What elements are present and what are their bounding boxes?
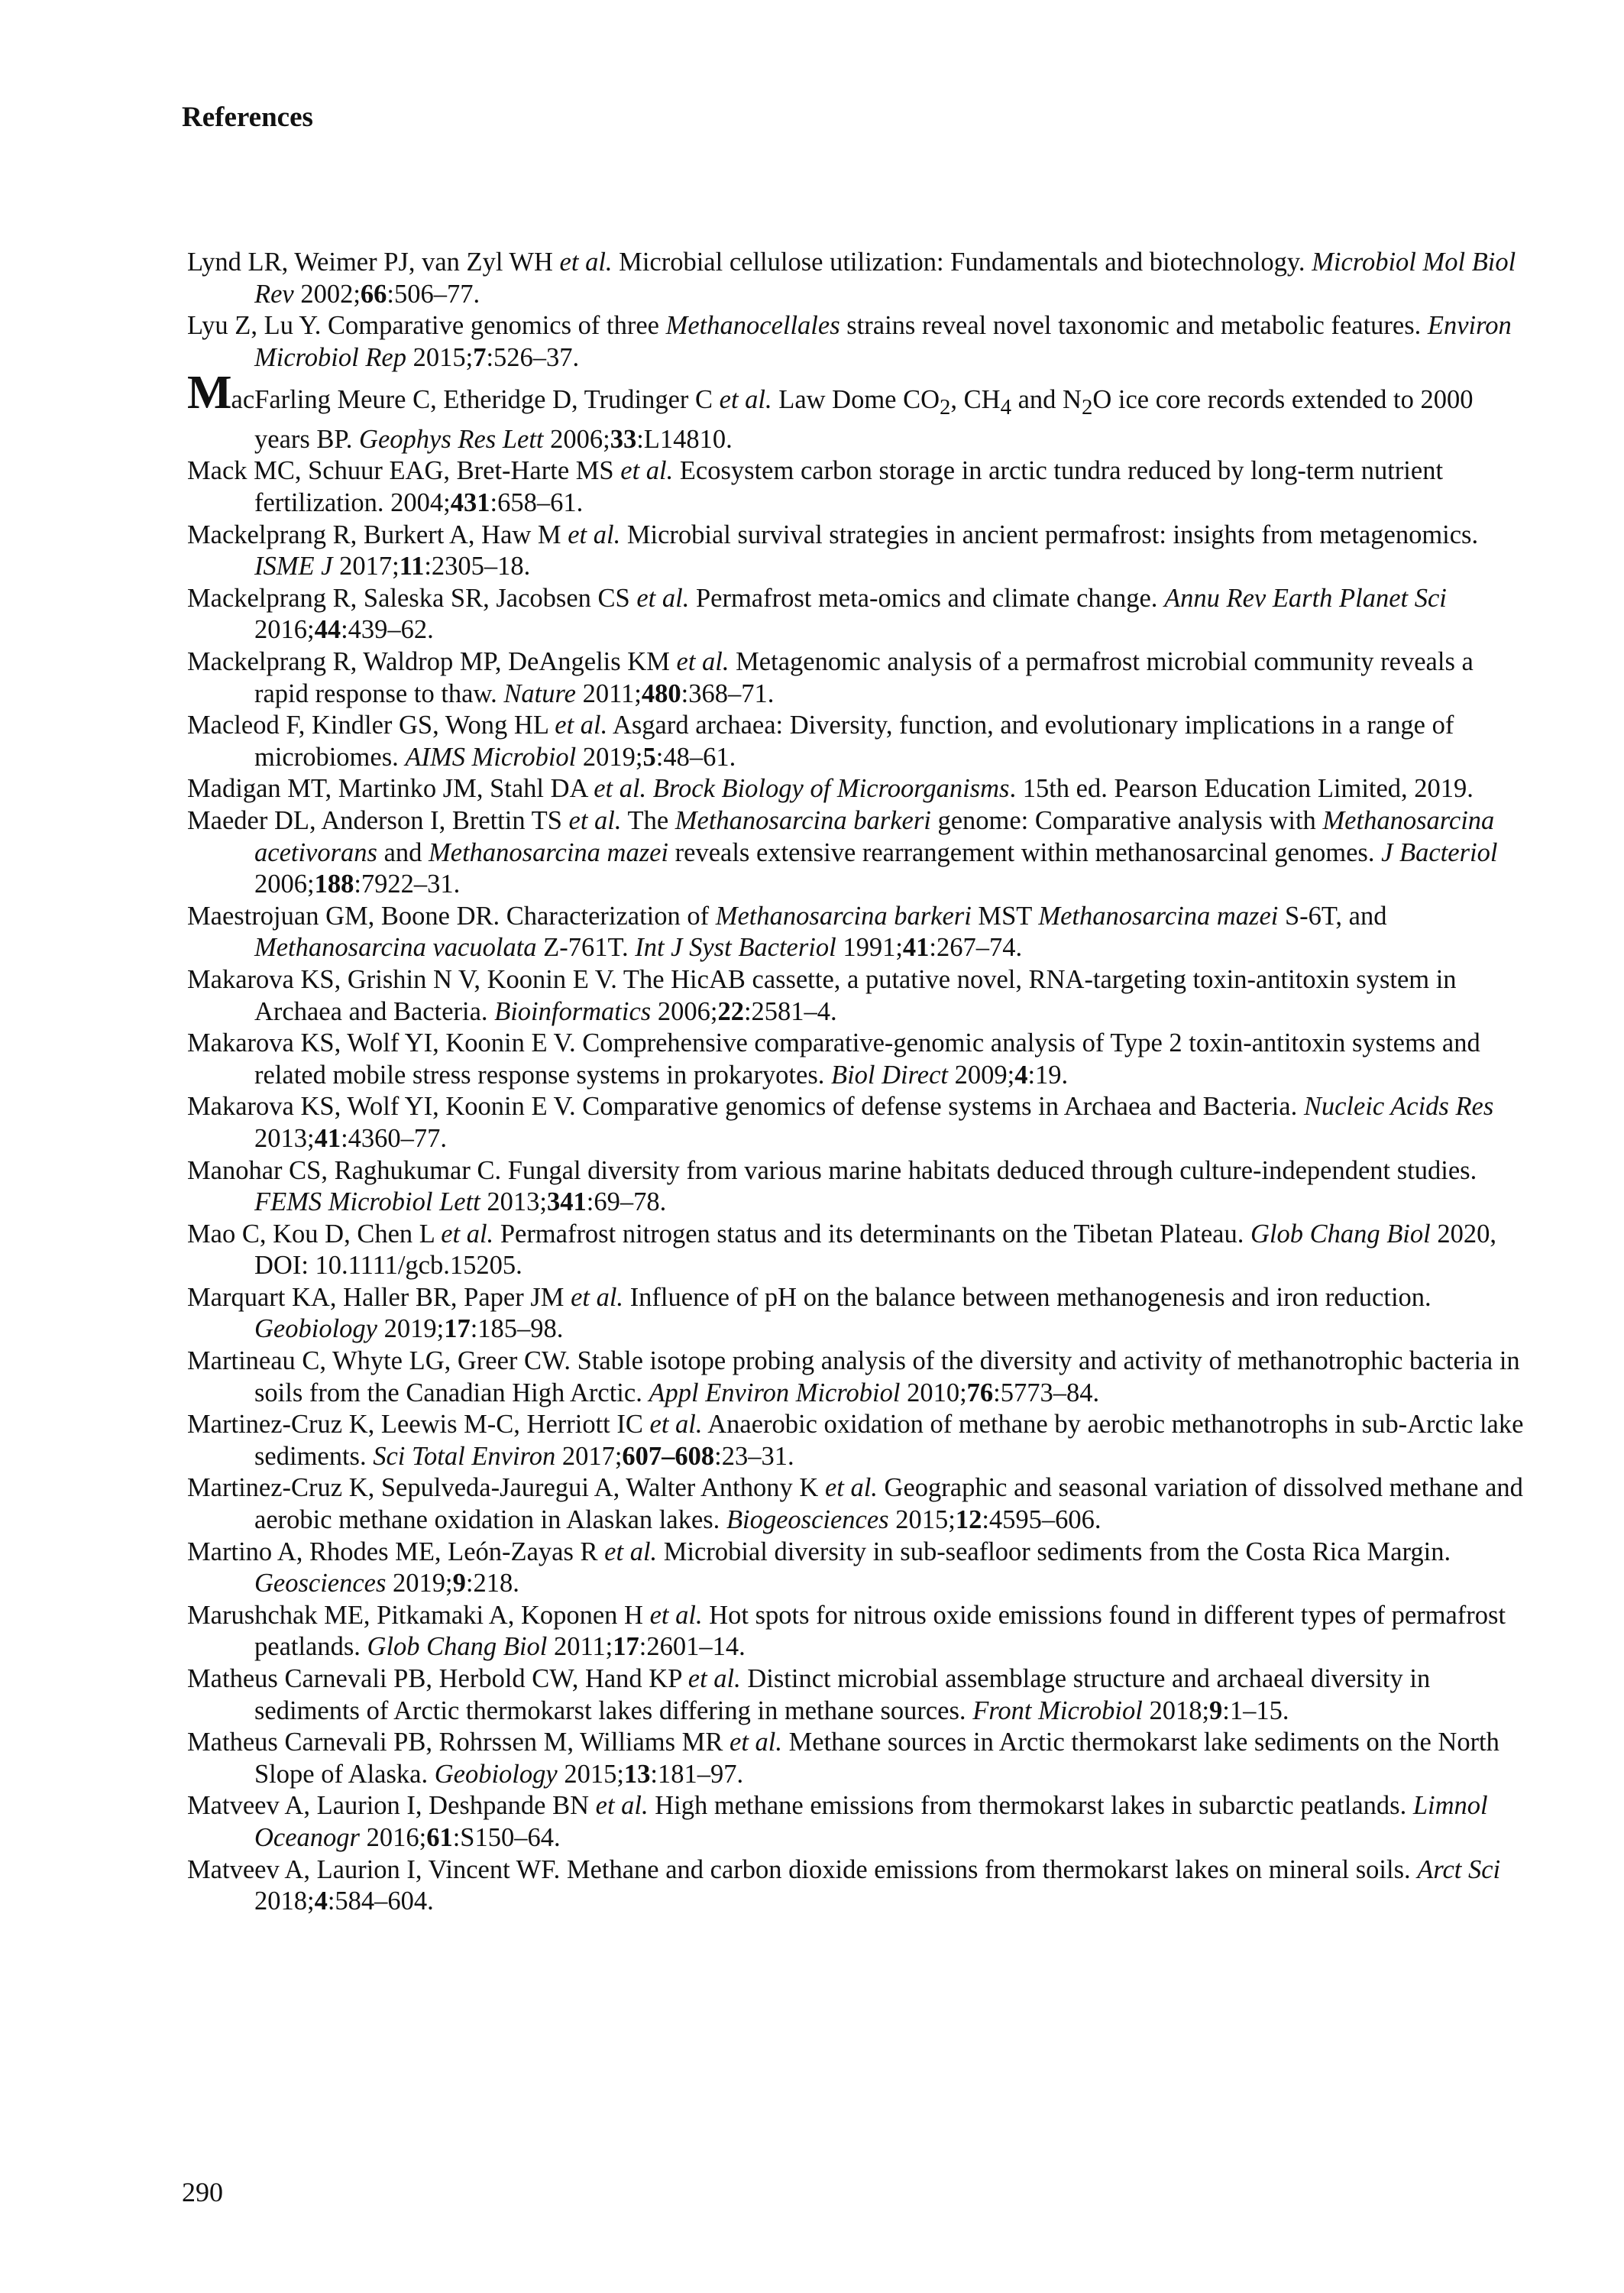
volume-number: 66 (360, 279, 387, 309)
reference-text: :185–98. (470, 1314, 564, 1344)
reference-entry (187, 1537, 1532, 1600)
reference-entry (187, 310, 1532, 374)
reference-text: :2601–14. (639, 1632, 746, 1662)
italic-text: Annu Rev Earth Planet Sci (1164, 583, 1447, 613)
reference-text: 2015; (888, 1505, 956, 1535)
reference-entry (187, 710, 1532, 773)
volume-number: 33 (610, 424, 637, 454)
reference-text: 2016; (359, 1822, 427, 1852)
reference-text: :48–61. (655, 742, 736, 772)
reference-entry (187, 455, 1532, 519)
reference-text: Mackelprang R, Burkert A, Haw M (187, 520, 568, 549)
italic-text: Microbiol Mol Biol Rev (254, 248, 1516, 309)
reference-text: :69–78. (586, 1187, 667, 1217)
volume-number: 41 (902, 933, 930, 963)
italic-text: et al. (568, 805, 622, 835)
italic-text: Glob Chang Biol (367, 1632, 548, 1662)
reference-entry (187, 964, 1532, 1028)
reference-text: reveals extensive rearrangement within methanosarcinal genomes. (668, 837, 1382, 867)
reference-text: 2017; (555, 1441, 623, 1471)
italic-text: Geosciences (254, 1569, 387, 1598)
reference-text: Matheus Carnevali PB, Rohrssen M, Williams MR (187, 1728, 730, 1757)
italic-text: et al. (559, 248, 613, 277)
reference-text (646, 774, 653, 803)
reference-text: Anaerobic oxidation of methane by aerobic methanotrophs in sub-Arctic lake sediments. (254, 1410, 1524, 1471)
reference-text: genome: Comparative analysis with (930, 805, 1323, 835)
volume-number: 61 (426, 1822, 453, 1852)
reference-text: Asgard archaea: Diversity, function, and evolutionary implications in a range of microbiomes. (254, 711, 1454, 772)
reference-text: Geographic and seasonal variation of dissolved methane and aerobic methane oxidation in Alaskan lakes. (254, 1473, 1523, 1535)
italic-text: Biol Direct (831, 1060, 948, 1090)
volume-number: 5 (642, 742, 656, 772)
italic-text: Bioinformatics (494, 996, 652, 1026)
reference-text: :218. (465, 1569, 519, 1598)
italic-text: et al. (595, 1791, 649, 1821)
volume-number: 480 (641, 679, 681, 708)
volume-number: 17 (613, 1632, 639, 1662)
reference-text: MST (971, 901, 1039, 931)
reference-text: 2020, DOI: 10.1111/gcb.15205. (254, 1219, 1496, 1281)
volume-number: 7 (473, 342, 487, 372)
volume-number: 9 (1209, 1695, 1223, 1725)
italic-text: et al. (620, 456, 674, 486)
italic-text: Front Microbiol (972, 1695, 1143, 1725)
reference-text: 2018; (254, 1887, 315, 1916)
italic-text: Geophys Res Lett (359, 424, 544, 454)
reference-text: Mack MC, Schuur EAG, Bret-Harte MS (187, 456, 621, 486)
reference-text: 2010; (900, 1378, 967, 1407)
italic-text: Methanosarcina mazei (1038, 901, 1279, 931)
reference-text: Matheus Carnevali PB, Herbold CW, Hand KP (187, 1664, 688, 1694)
reference-text: :7922–31. (354, 870, 461, 899)
reference-text: strains reveal novel taxonomic and metabolic features. (839, 311, 1428, 341)
reference-text: :2305–18. (424, 552, 531, 581)
reference-text: 2018; (1142, 1695, 1210, 1725)
reference-text: 2013; (480, 1187, 547, 1217)
italic-text: Int J Syst Bacteriol (635, 933, 836, 963)
reference-text: Ecosystem carbon storage in arctic tundra reduced by long-term nutrient fertilization. 2004; (254, 456, 1444, 518)
reference-text: :19. (1027, 1060, 1069, 1090)
reference-text: :584–604. (327, 1887, 434, 1916)
reference-text: O ice core records extended to 2000 years BP. (254, 385, 1474, 454)
reference-text: 2006; (254, 870, 315, 899)
reference-text: Microbial survival strategies in ancient permafrost: insights from metagenomics. (620, 520, 1479, 549)
section-drop-cap: M (187, 367, 231, 419)
reference-entry (187, 1409, 1532, 1472)
reference-text: Makarova KS, Wolf YI, Koonin E V. Comprehensive comparative-genomic analysis of Type 2 toxin-antitoxin systems and related mobile stress response systems in prokaryotes. (187, 1028, 1480, 1090)
italic-text: et al. (604, 1537, 658, 1566)
reference-text: :5773–84. (993, 1378, 1100, 1407)
reference-text: and (377, 837, 429, 867)
italic-text: et al. (594, 774, 647, 804)
italic-text: Nucleic Acids Res (1303, 1092, 1494, 1122)
reference-text: Lyu Z, Lu Y. Comparative genomics of three (187, 311, 666, 341)
reference-entry (187, 583, 1532, 646)
volume-number: 11 (399, 552, 425, 581)
reference-text: 2009; (948, 1060, 1015, 1090)
reference-text: :439–62. (341, 615, 434, 645)
volume-number: 17 (444, 1314, 471, 1344)
reference-text: :1–15. (1222, 1695, 1289, 1725)
italic-text: Geobiology (434, 1759, 558, 1789)
italic-text: Limnol Oceanogr (254, 1791, 1488, 1852)
reference-text: :2581–4. (743, 996, 837, 1026)
italic-text: Arct Sci (1417, 1854, 1501, 1884)
reference-entry (187, 1155, 1532, 1219)
reference-text: acFarling Meure C, Etheridge D, Trudinger C (231, 385, 720, 415)
italic-text: et al. (568, 520, 621, 549)
page-heading: References (182, 102, 313, 133)
italic-text: Methanosarcina mazei (429, 837, 669, 867)
reference-entry (187, 520, 1532, 583)
italic-text: Methanosarcina barkeri (675, 805, 931, 835)
italic-text: Biogeosciences (726, 1505, 889, 1535)
reference-text: Martinez-Cruz K, Sepulveda-Jauregui A, Walter Anthony K (187, 1473, 825, 1503)
italic-text: Geobiology (254, 1314, 377, 1344)
reference-entry (187, 773, 1532, 805)
reference-text: :267–74. (929, 933, 1023, 963)
reference-text: 2015; (406, 342, 474, 372)
reference-text: 2006; (651, 996, 718, 1026)
reference-text: Makarova KS, Grishin N V, Koonin E V. The HicAB cassette, a putative novel, RNA-targeting toxin-antitoxin system in Archaea and Bacteria. (187, 964, 1457, 1026)
italic-text: Methanosarcina vacuolata (254, 933, 537, 963)
volume-number: 341 (546, 1187, 587, 1217)
italic-text: J Bacteriol (1381, 837, 1498, 867)
italic-text: et al. (824, 1473, 878, 1503)
volume-number: 13 (623, 1759, 651, 1789)
reference-text: Matveev A, Laurion I, Deshpande BN (187, 1791, 596, 1821)
volume-number: 22 (717, 996, 744, 1026)
reference-entry (187, 1600, 1532, 1663)
reference-text: Macleod F, Kindler GS, Wong HL (187, 711, 555, 740)
reference-text: Methane sources in Arctic thermokarst lake sediments on the North Slope of Alaska. (254, 1728, 1499, 1789)
reference-text: Marushchak ME, Pitkamaki A, Koponen H (187, 1600, 650, 1630)
reference-text: :181–97. (650, 1759, 744, 1789)
reference-text: :23–31. (714, 1441, 794, 1471)
reference-text: 2019; (576, 742, 643, 772)
reference-text: :4360–77. (341, 1123, 448, 1153)
reference-text: 2002; (293, 279, 361, 309)
reference-entry (187, 1091, 1532, 1155)
reference-text: :658–61. (490, 488, 584, 518)
reference-entry (187, 1346, 1532, 1409)
reference-text: Madigan MT, Martinko JM, Stahl DA (187, 774, 594, 804)
reference-text: :L14810. (636, 424, 733, 454)
italic-text: et al. (649, 1410, 703, 1440)
reference-text: Law Dome CO (772, 385, 940, 415)
reference-entry (187, 247, 1532, 310)
reference-text: Lynd LR, Weimer PJ, van Zyl WH (187, 248, 560, 277)
reference-text: Martinez-Cruz K, Leewis M-C, Herriott IC (187, 1410, 650, 1440)
italic-text: AIMS Microbiol (405, 742, 577, 772)
reference-entry (187, 1854, 1532, 1918)
reference-text: Mao C, Kou D, Chen L (187, 1219, 442, 1249)
reference-text: Permafrost nitrogen status and its determinants on the Tibetan Plateau. (493, 1219, 1250, 1249)
reference-text: Maestrojuan GM, Boone DR. Characterization of (187, 901, 716, 931)
reference-entry (187, 1219, 1532, 1282)
italic-text: Brock Biology of Microorganisms (652, 774, 1010, 804)
volume-number: 4 (314, 1887, 328, 1916)
italic-text: ISME J (254, 552, 333, 581)
subscript: 2 (1081, 395, 1093, 420)
italic-text: Methanocellales (665, 311, 840, 341)
italic-text: et al. (730, 1728, 782, 1757)
volume-number: 44 (314, 615, 341, 645)
reference-text: Matveev A, Laurion I, Vincent WF. Methane and carbon dioxide emissions from thermokarst lakes on mineral soils. (187, 1854, 1418, 1884)
page-number: 290 (182, 2177, 223, 2207)
reference-entry (187, 901, 1532, 964)
reference-text: :S150–64. (452, 1822, 561, 1852)
reference-text: Permafrost meta-omics and climate change. (689, 583, 1165, 613)
reference-text: 2006; (543, 424, 610, 454)
reference-text: 2017; (332, 552, 400, 581)
reference-text: Hot spots for nitrous oxide emissions found in different types of permafrost peatlands. (254, 1600, 1506, 1662)
reference-text: High methane emissions from thermokarst lakes in subarctic peatlands. (648, 1791, 1413, 1821)
italic-text: Methanosarcina barkeri (715, 901, 972, 931)
reference-text: Z-761T. (536, 933, 636, 963)
italic-text: Methanosarcina acetivorans (254, 805, 1495, 867)
italic-text: et al. (571, 1282, 624, 1312)
italic-text: et al. (719, 385, 772, 415)
reference-text: . 15th ed. Pearson Education Limited, 2019. (1009, 774, 1474, 804)
reference-text: :526–37. (486, 342, 580, 372)
reference-text: and N (1011, 385, 1082, 415)
volume-number: 431 (450, 488, 490, 518)
reference-text: :506–77. (387, 279, 480, 309)
volume-number: 41 (314, 1123, 341, 1153)
reference-text: 2011; (575, 679, 642, 708)
reference-text: The (621, 805, 675, 835)
italic-text: et al. (636, 583, 690, 613)
volume-number: 9 (452, 1569, 466, 1598)
italic-text: Appl Environ Microbiol (649, 1378, 901, 1407)
reference-list (187, 247, 1532, 1918)
reference-entry (187, 1663, 1532, 1727)
italic-text: Glob Chang Biol (1250, 1219, 1431, 1249)
reference-entry (187, 1282, 1532, 1346)
reference-text: Manohar CS, Raghukumar C. Fungal diversity from various marine habitats deduced through culture-independent studies. (187, 1155, 1477, 1185)
reference-text: Distinct microbial assemblage structure and archaeal diversity in sediments of Arctic thermokarst lakes differing in methane sources. (254, 1664, 1431, 1725)
reference-entry (187, 1790, 1532, 1854)
reference-text: 1991; (836, 933, 903, 963)
volume-number: 76 (966, 1378, 994, 1407)
subscript: 4 (1000, 395, 1011, 420)
reference-text: Metagenomic analysis of a permafrost microbial community reveals a rapid response to thaw. (254, 647, 1474, 708)
reference-text: Influence of pH on the balance between methanogenesis and iron reduction. (623, 1282, 1432, 1312)
italic-text: et al. (687, 1664, 741, 1694)
reference-text: Maeder DL, Anderson I, Brettin TS (187, 805, 569, 835)
reference-text: Microbial diversity in sub-seafloor sediments from the Costa Rica Margin. (657, 1537, 1451, 1566)
reference-text: Makarova KS, Wolf YI, Koonin E V. Comparative genomics of defense systems in Archaea and Bacteria. (187, 1092, 1304, 1122)
reference-text: 2015; (557, 1759, 624, 1789)
reference-text: 2019; (386, 1569, 453, 1598)
italic-text: FEMS Microbiol Lett (254, 1187, 480, 1217)
reference-text: :368–71. (681, 679, 775, 708)
italic-text: Nature (503, 679, 576, 708)
volume-number: 188 (314, 870, 354, 899)
reference-text: 2013; (254, 1123, 315, 1153)
volume-number: 12 (955, 1505, 982, 1535)
reference-text: Mackelprang R, Waldrop MP, DeAngelis KM (187, 647, 677, 677)
reference-text: 2011; (547, 1632, 613, 1662)
italic-text: et al. (555, 711, 608, 740)
reference-text: Martino A, Rhodes ME, León-Zayas R (187, 1537, 605, 1566)
subscript: 2 (940, 395, 951, 420)
italic-text: Sci Total Environ (373, 1441, 556, 1471)
reference-entry (187, 1472, 1532, 1536)
reference-text: S-6T, and (1278, 901, 1387, 931)
volume-number: 607–608 (622, 1441, 715, 1471)
reference-text: Microbial cellulose utilization: Fundamentals and biotechnology. (612, 248, 1312, 277)
reference-text: :4595–606. (982, 1505, 1102, 1535)
reference-entry (187, 805, 1532, 901)
reference-text: Mackelprang R, Saleska SR, Jacobsen CS (187, 583, 637, 613)
reference-text: Marquart KA, Haller BR, Paper JM (187, 1282, 571, 1312)
reference-text: 2019; (377, 1314, 445, 1344)
volume-number: 4 (1014, 1060, 1028, 1090)
reference-entry (187, 1727, 1532, 1790)
italic-text: et al. (676, 647, 730, 677)
reference-text: , CH (950, 385, 1001, 415)
reference-entry (187, 646, 1532, 710)
reference-text: 2016; (254, 615, 315, 645)
reference-entry (187, 1028, 1532, 1091)
reference-entry (187, 367, 1532, 455)
italic-text: et al. (649, 1600, 703, 1630)
reference-text: Martineau C, Whyte LG, Greer CW. Stable isotope probing analysis of the diversity and activity of methanotrophic bacteria in soils from the Canadian High Arctic. (187, 1346, 1520, 1407)
italic-text: Environ Microbiol Rep (254, 311, 1512, 372)
italic-text: et al. (441, 1219, 494, 1249)
